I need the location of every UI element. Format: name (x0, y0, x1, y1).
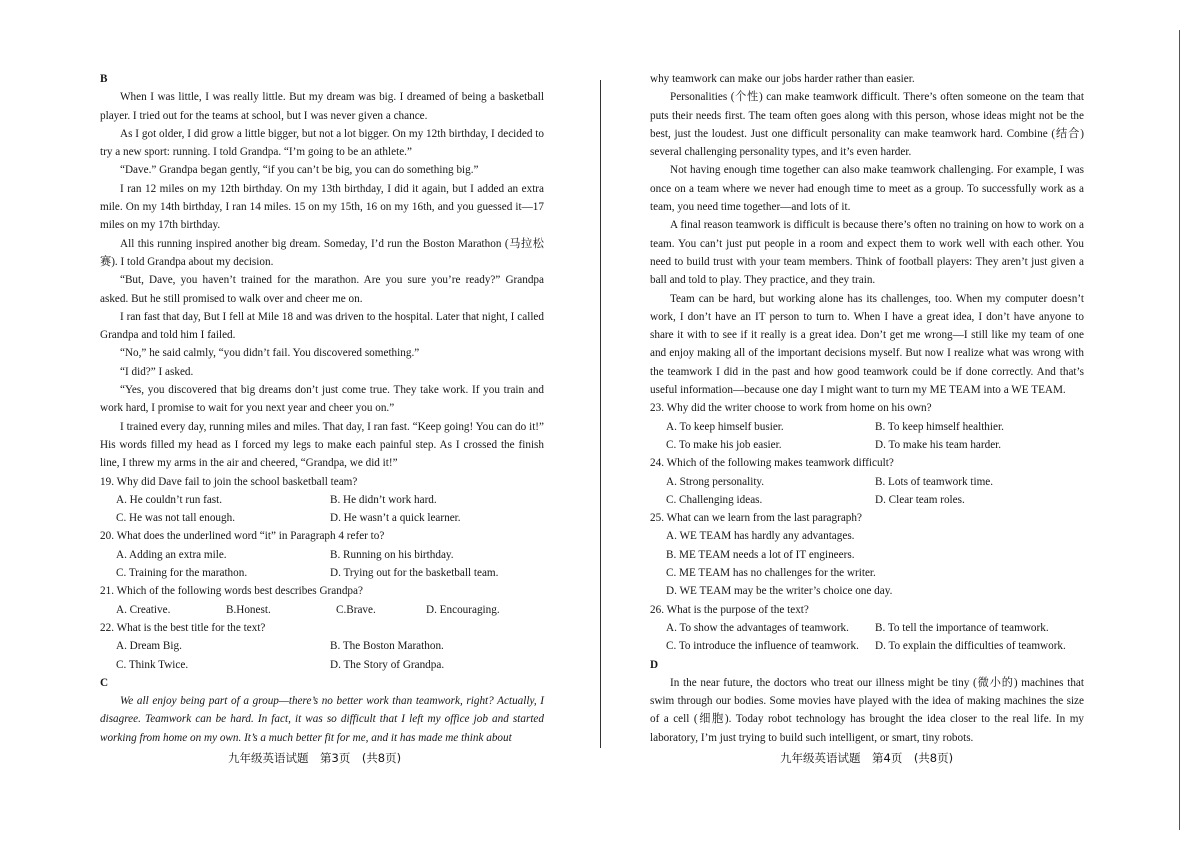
option-a: A. WE TEAM has hardly any advantages. (666, 530, 855, 543)
option-a: A. He couldn’t run fast. (116, 493, 223, 506)
option-c: C. To introduce the influence of teamwork. (666, 640, 859, 653)
passage-b-paragraph: When I was little, I was really little. But my dream was big. I dreamed of being a basketball player. I tried out for the teams at school, but I was never given a chance. (100, 91, 544, 122)
option-b: B. Lots of teamwork time. (875, 475, 994, 488)
question-21-options (100, 601, 544, 619)
option-c: C. To make his job easier. (666, 438, 782, 451)
option-d: D. Clear team roles. (875, 493, 965, 506)
option-d: D. Encouraging. (426, 603, 500, 616)
page-divider (600, 80, 601, 748)
option-a: A. Dream Big. (116, 640, 182, 653)
question-25-options (650, 527, 1084, 600)
passage-c-paragraph: why teamwork can make our jobs harder rather than easier. (650, 73, 915, 85)
passage-c-paragraph: Personalities (个性) can make teamwork difficult. There’s often someone on the team that puts their needs first. The team often goes along with this person, whose ideas might not be the best, just the loudest. Just one difficult personality can make teamwork hard. Combine (结合) several challenging personality types, and it’s even harder. (650, 91, 1084, 159)
passage-c-paragraph: A final reason teamwork is difficult is because there’s often no training on how to work on a team. You can’t just put people in a room and expect them to work well with each other. You need to build trust with your team members. Think of football players: They aren’t just given a ball and told to play. They practice, and they train. (650, 219, 1084, 287)
section-b-heading: B (100, 73, 108, 85)
passage-b-paragraph: As I got older, I did grow a little bigger, but not a lot bigger. On my 12th birthday, I decided to try a new sport: running. I told Grandpa. “I’m going to be an athlete.” (100, 127, 544, 159)
option-d: D. Trying out for the basketball team. (330, 567, 499, 580)
page-3-footer: 九年级英语试题 第3页 (共8页) (228, 751, 402, 765)
option-a: A. To show the advantages of teamwork. (666, 621, 849, 634)
option-a: A. To keep himself busier. (666, 420, 784, 433)
question-22-options (100, 637, 544, 674)
question-26: 26. What is the purpose of the text? (650, 603, 809, 616)
option-a: A. Strong personality. (666, 475, 765, 488)
option-d: D. To make his team harder. (875, 438, 1002, 451)
question-19-options (100, 491, 544, 528)
passage-c-paragraph: Team can be hard, but working alone has its challenges, too. When my computer doesn’t work, I don’t have an IT person to turn to. When I have a great idea, I don’t have anyone to share it with to see if it really is a great idea. Don’t get me wrong—I still like my team of one and enjoy making all of the important decisions myself. But now I realize what was wrong with the teamwork I did in the past and how good teamwork could be if done correctly. And that’s useful information—because one day I might want to turn my ME TEAM into a WE TEAM. (650, 292, 1084, 397)
question-25: 25. What can we learn from the last paragraph? (650, 512, 862, 525)
passage-c-continued (650, 70, 1084, 399)
page-3-column (100, 70, 544, 747)
option-c: C. ME TEAM has no challenges for the writer. (666, 567, 876, 580)
option-c: C. Training for the marathon. (116, 567, 248, 580)
passage-b-paragraph: I ran fast that day, But I fell at Mile 18 and was driven to the hospital. Later that night, I called Grandpa and told him I failed. (100, 310, 544, 342)
question-24-options (650, 473, 1084, 510)
option-b: B.Honest. (226, 603, 271, 616)
option-c: C. Challenging ideas. (666, 493, 763, 506)
question-22: 22. What is the best title for the text? (100, 621, 266, 634)
passage-b-paragraph: “Dave.” Grandpa began gently, “if you can’t be big, you can do something big.” (120, 164, 479, 177)
option-b: B. He didn’t work hard. (330, 493, 437, 506)
question-20: 20. What does the underlined word “it” in Paragraph 4 refer to? (100, 530, 385, 543)
option-d: D. The Story of Grandpa. (330, 658, 445, 671)
option-c: C. Think Twice. (116, 658, 189, 671)
option-b: B. Running on his birthday. (330, 548, 454, 561)
passage-b-paragraph: “But, Dave, you haven’t trained for the marathon. Are you sure you’re ready?” Grandpa asked. But he still promised to walk over and cheer me on. (100, 274, 544, 305)
passage-c-start (100, 692, 544, 747)
section-d-heading: D (650, 658, 659, 671)
option-b: B. To keep himself healthier. (875, 420, 1004, 433)
section-c-heading: C (100, 676, 109, 689)
option-c: C.Brave. (336, 603, 376, 616)
option-b: B. The Boston Marathon. (330, 640, 444, 653)
question-24: 24. Which of the following makes teamwork difficult? (650, 457, 894, 470)
option-c: C. He was not tall enough. (116, 512, 236, 525)
question-20-options (100, 546, 544, 583)
passage-c-paragraph: Not having enough time together can also make teamwork challenging. For example, I was once on a team where we never had enough time to meet as a group. To successfully work as a team, you need time together—and lots of it. (650, 164, 1084, 214)
option-d: D. To explain the difficulties of teamwork. (875, 640, 1066, 653)
passage-b-paragraph: All this running inspired another big dream. Someday, I’d run the Boston Marathon (马拉松赛). I told Grandpa about my decision. (100, 237, 544, 268)
page-4-footer: 九年级英语试题 第4页 (共8页) (780, 751, 954, 765)
passage-b-paragraph: I ran 12 miles on my 12th birthday. On my 13th birthday, I did it again, but I added an extra mile. On my 14th birthday, I ran 14 miles. 15 on my 15th, 16 on my 16th, and you guessed it—17 miles on my 17th birthday. (100, 182, 544, 232)
passage-b (100, 88, 544, 472)
option-a: A. Creative. (116, 603, 171, 616)
option-a: A. Adding an extra mile. (116, 548, 227, 561)
question-23-options (650, 418, 1084, 455)
passage-b-paragraph: I trained every day, running miles and miles. That day, I ran fast. “Keep going! You can do it!” His words filled my head as I forced my legs to make each painful step. As I crossed the finish line, I threw my arms in the air and cheered, “Grandpa, we did it!” (100, 420, 544, 470)
question-21: 21. Which of the following words best describes Grandpa? (100, 585, 363, 598)
question-23: 23. Why did the writer choose to work from home on his own? (650, 402, 932, 415)
question-26-options (650, 619, 1084, 656)
page-4-column (650, 70, 1084, 747)
passage-d-start (650, 674, 1084, 747)
passage-d-paragraph: In the near future, the doctors who treat our illness might be tiny (微小的) machines that swim through our bodies. Some movies have played with the idea of making machines the size of a cell (细胞). Today robot technology has brought the idea closer to the real life. In my laboratory, I’m just trying to build such intelligent, or smart, tiny robots. (650, 676, 1084, 744)
option-b: B. ME TEAM needs a lot of IT engineers. (666, 548, 855, 561)
passage-b-paragraph: “Yes, you discovered that big dreams don’t just come true. They take work. If you train and work hard, I promise to wait for you next year and cheer you on.” (100, 384, 544, 415)
passage-c-paragraph: We all enjoy being part of a group—there’s no better work than teamwork, right? Actually, I disagree. Teamwork can be hard. In fact, it was so difficult that I left my office job and started working from home on my own. It’s a much better fit for me, and it has made me think about (100, 695, 544, 744)
scan-edge-line (1179, 30, 1180, 830)
question-19: 19. Why did Dave fail to join the school basketball team? (100, 475, 358, 488)
option-d: D. WE TEAM may be the writer’s choice one day. (666, 585, 893, 598)
passage-b-paragraph: “No,” he said calmly, “you didn’t fail. You discovered something.” (120, 347, 420, 360)
option-d: D. He wasn’t a quick learner. (330, 512, 461, 525)
option-b: B. To tell the importance of teamwork. (875, 621, 1049, 634)
passage-b-paragraph: “I did?” I asked. (120, 365, 194, 378)
